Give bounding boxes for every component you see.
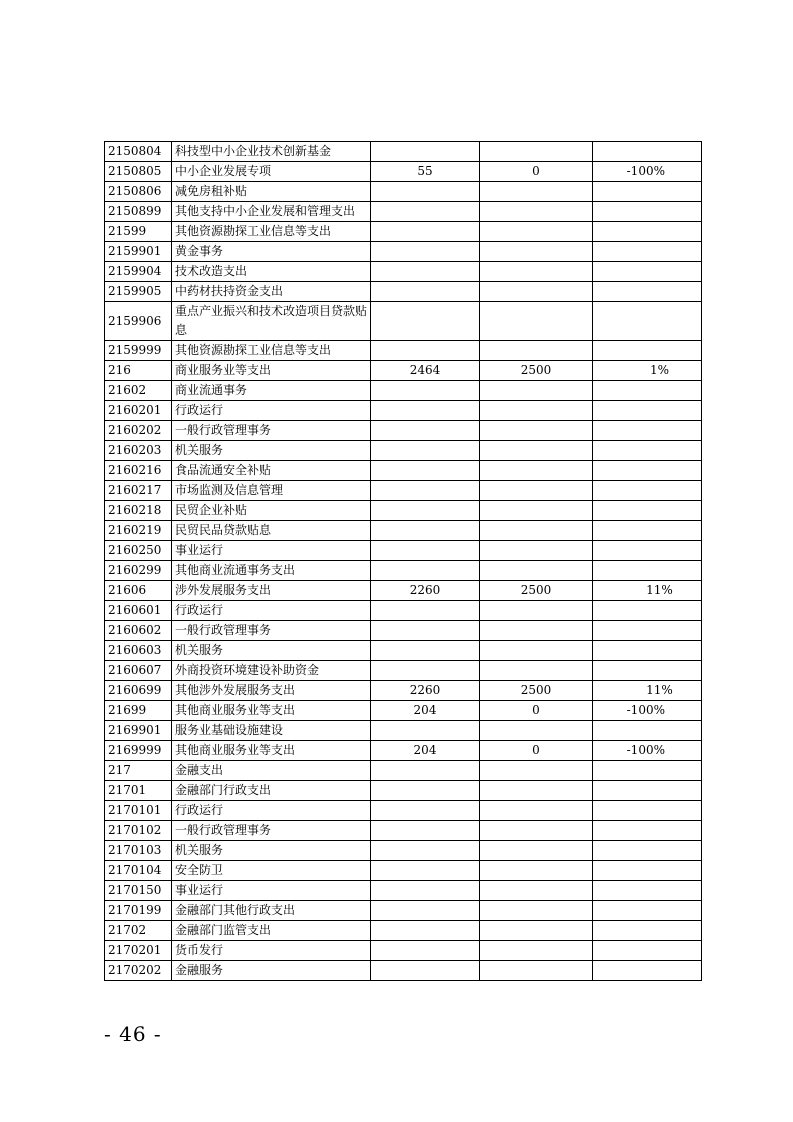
value-2020-cell bbox=[480, 621, 593, 641]
value-2020-cell bbox=[480, 421, 593, 441]
change-pct-cell bbox=[593, 381, 702, 401]
code-cell: 2160217 bbox=[105, 481, 172, 501]
value-2019-cell bbox=[371, 341, 480, 361]
change-pct-cell bbox=[593, 441, 702, 461]
table-body bbox=[105, 142, 702, 981]
value-2020-cell bbox=[480, 761, 593, 781]
code-cell: 2170199 bbox=[105, 901, 172, 921]
change-pct-cell bbox=[593, 521, 702, 541]
table-row bbox=[105, 162, 702, 182]
change-pct-cell bbox=[593, 401, 702, 421]
value-2019-cell bbox=[371, 262, 480, 282]
value-2019-cell bbox=[371, 781, 480, 801]
value-2020-cell bbox=[480, 941, 593, 961]
value-2019-cell bbox=[371, 501, 480, 521]
value-2020-cell bbox=[480, 481, 593, 501]
code-cell: 2159999 bbox=[105, 341, 172, 361]
name-cell: 行政运行 bbox=[172, 801, 371, 821]
code-cell: 2169901 bbox=[105, 721, 172, 741]
table-row bbox=[105, 202, 702, 222]
value-2019-cell bbox=[371, 541, 480, 561]
value-2019-cell: 2260 bbox=[371, 681, 480, 701]
value-2019-cell bbox=[371, 421, 480, 441]
code-cell: 2160602 bbox=[105, 621, 172, 641]
name-cell: 其他资源勘探工业信息等支出 bbox=[172, 341, 371, 361]
name-cell: 黄金事务 bbox=[172, 242, 371, 262]
code-cell: 217 bbox=[105, 761, 172, 781]
code-cell: 2170102 bbox=[105, 821, 172, 841]
table-row bbox=[105, 401, 702, 421]
table-row bbox=[105, 801, 702, 821]
name-cell: 重点产业振兴和技术改造项目贷款贴息 bbox=[172, 302, 371, 341]
table-row bbox=[105, 222, 702, 242]
code-cell: 2159904 bbox=[105, 262, 172, 282]
table-row bbox=[105, 781, 702, 801]
name-cell: 机关服务 bbox=[172, 441, 371, 461]
value-2020-cell: 2500 bbox=[480, 361, 593, 381]
code-cell: 216 bbox=[105, 361, 172, 381]
value-2020-cell bbox=[480, 461, 593, 481]
code-cell: 2159906 bbox=[105, 302, 172, 341]
table-row bbox=[105, 441, 702, 461]
change-pct-cell bbox=[593, 781, 702, 801]
name-cell: 行政运行 bbox=[172, 601, 371, 621]
code-cell: 2160202 bbox=[105, 421, 172, 441]
value-2020-cell bbox=[480, 901, 593, 921]
value-2020-cell bbox=[480, 501, 593, 521]
code-cell: 2170202 bbox=[105, 961, 172, 981]
value-2020-cell: 0 bbox=[480, 162, 593, 182]
change-pct-cell bbox=[593, 641, 702, 661]
table-row bbox=[105, 262, 702, 282]
name-cell: 民贸企业补贴 bbox=[172, 501, 371, 521]
name-cell: 一般行政管理事务 bbox=[172, 821, 371, 841]
table-row bbox=[105, 641, 702, 661]
change-pct-cell bbox=[593, 861, 702, 881]
code-cell: 21606 bbox=[105, 581, 172, 601]
table-row bbox=[105, 841, 702, 861]
value-2019-cell: 204 bbox=[371, 701, 480, 721]
change-pct-cell bbox=[593, 661, 702, 681]
change-pct-cell bbox=[593, 961, 702, 981]
name-cell: 金融服务 bbox=[172, 961, 371, 981]
code-cell: 2160603 bbox=[105, 641, 172, 661]
value-2020-cell bbox=[480, 721, 593, 741]
page-number: - 46 - bbox=[104, 1022, 162, 1046]
table-row bbox=[105, 381, 702, 401]
name-cell: 科技型中小企业技术创新基金 bbox=[172, 142, 371, 162]
change-pct-cell bbox=[593, 461, 702, 481]
table-row bbox=[105, 601, 702, 621]
table-row bbox=[105, 761, 702, 781]
name-cell: 其他商业服务业等支出 bbox=[172, 701, 371, 721]
change-pct-cell bbox=[593, 721, 702, 741]
code-cell: 2170101 bbox=[105, 801, 172, 821]
value-2020-cell bbox=[480, 142, 593, 162]
value-2019-cell bbox=[371, 621, 480, 641]
change-pct-cell: -100% bbox=[593, 741, 702, 761]
value-2019-cell: 2260 bbox=[371, 581, 480, 601]
table-row bbox=[105, 661, 702, 681]
value-2019-cell bbox=[371, 461, 480, 481]
table-row bbox=[105, 561, 702, 581]
value-2020-cell bbox=[480, 661, 593, 681]
value-2020-cell bbox=[480, 302, 593, 341]
change-pct-cell bbox=[593, 601, 702, 621]
value-2019-cell bbox=[371, 861, 480, 881]
value-2019-cell bbox=[371, 242, 480, 262]
change-pct-cell bbox=[593, 421, 702, 441]
value-2019-cell bbox=[371, 441, 480, 461]
table-row bbox=[105, 821, 702, 841]
code-cell: 2170150 bbox=[105, 881, 172, 901]
value-2020-cell: 2500 bbox=[480, 681, 593, 701]
value-2020-cell bbox=[480, 861, 593, 881]
change-pct-cell bbox=[593, 761, 702, 781]
value-2019-cell: 55 bbox=[371, 162, 480, 182]
value-2019-cell bbox=[371, 601, 480, 621]
code-cell: 2160699 bbox=[105, 681, 172, 701]
name-cell: 金融支出 bbox=[172, 761, 371, 781]
table-row bbox=[105, 881, 702, 901]
name-cell: 减免房租补贴 bbox=[172, 182, 371, 202]
code-cell: 2150804 bbox=[105, 142, 172, 162]
value-2019-cell bbox=[371, 721, 480, 741]
value-2019-cell bbox=[371, 481, 480, 501]
change-pct-cell bbox=[593, 921, 702, 941]
name-cell: 外商投资环境建设补助资金 bbox=[172, 661, 371, 681]
table-row bbox=[105, 681, 702, 701]
table-row bbox=[105, 721, 702, 741]
value-2020-cell bbox=[480, 262, 593, 282]
name-cell: 事业运行 bbox=[172, 541, 371, 561]
table-row bbox=[105, 481, 702, 501]
name-cell: 商业流通事务 bbox=[172, 381, 371, 401]
change-pct-cell bbox=[593, 841, 702, 861]
value-2020-cell bbox=[480, 282, 593, 302]
name-cell: 一般行政管理事务 bbox=[172, 421, 371, 441]
value-2019-cell bbox=[371, 661, 480, 681]
code-cell: 2170103 bbox=[105, 841, 172, 861]
value-2019-cell bbox=[371, 641, 480, 661]
code-cell: 21701 bbox=[105, 781, 172, 801]
name-cell: 服务业基础设施建设 bbox=[172, 721, 371, 741]
change-pct-cell: -100% bbox=[593, 701, 702, 721]
name-cell: 其他支持中小企业发展和管理支出 bbox=[172, 202, 371, 222]
value-2020-cell bbox=[480, 202, 593, 222]
change-pct-cell bbox=[593, 481, 702, 501]
value-2020-cell bbox=[480, 222, 593, 242]
value-2019-cell bbox=[371, 381, 480, 401]
table-row bbox=[105, 361, 702, 381]
table-row bbox=[105, 421, 702, 441]
value-2019-cell bbox=[371, 761, 480, 781]
code-cell: 2150899 bbox=[105, 202, 172, 222]
value-2019-cell bbox=[371, 901, 480, 921]
name-cell: 行政运行 bbox=[172, 401, 371, 421]
value-2020-cell bbox=[480, 401, 593, 421]
change-pct-cell bbox=[593, 142, 702, 162]
value-2020-cell bbox=[480, 641, 593, 661]
table-row bbox=[105, 521, 702, 541]
value-2019-cell bbox=[371, 561, 480, 581]
code-cell: 21702 bbox=[105, 921, 172, 941]
name-cell: 金融部门监管支出 bbox=[172, 921, 371, 941]
table-row bbox=[105, 941, 702, 961]
table-row bbox=[105, 302, 702, 341]
table-row bbox=[105, 541, 702, 561]
value-2019-cell bbox=[371, 921, 480, 941]
value-2019-cell bbox=[371, 182, 480, 202]
change-pct-cell bbox=[593, 242, 702, 262]
value-2020-cell bbox=[480, 341, 593, 361]
change-pct-cell bbox=[593, 202, 702, 222]
change-pct-cell bbox=[593, 881, 702, 901]
name-cell: 金融部门其他行政支出 bbox=[172, 901, 371, 921]
value-2020-cell bbox=[480, 801, 593, 821]
code-cell: 21599 bbox=[105, 222, 172, 242]
code-cell: 2160601 bbox=[105, 601, 172, 621]
code-cell: 2170201 bbox=[105, 941, 172, 961]
code-cell: 2170104 bbox=[105, 861, 172, 881]
name-cell: 安全防卫 bbox=[172, 861, 371, 881]
value-2020-cell bbox=[480, 881, 593, 901]
name-cell: 民贸民品贷款贴息 bbox=[172, 521, 371, 541]
change-pct-cell bbox=[593, 821, 702, 841]
value-2019-cell bbox=[371, 142, 480, 162]
change-pct-cell bbox=[593, 262, 702, 282]
code-cell: 2160218 bbox=[105, 501, 172, 521]
change-pct-cell bbox=[593, 282, 702, 302]
value-2019-cell bbox=[371, 821, 480, 841]
code-cell: 21602 bbox=[105, 381, 172, 401]
change-pct-cell: -100% bbox=[593, 162, 702, 182]
change-pct-cell bbox=[593, 941, 702, 961]
name-cell: 中药材扶持资金支出 bbox=[172, 282, 371, 302]
name-cell: 食品流通安全补贴 bbox=[172, 461, 371, 481]
code-cell: 2160607 bbox=[105, 661, 172, 681]
value-2020-cell: 0 bbox=[480, 741, 593, 761]
code-cell: 2150806 bbox=[105, 182, 172, 202]
table-row bbox=[105, 701, 702, 721]
value-2019-cell bbox=[371, 222, 480, 242]
name-cell: 事业运行 bbox=[172, 881, 371, 901]
code-cell: 2150805 bbox=[105, 162, 172, 182]
change-pct-cell bbox=[593, 341, 702, 361]
table-row bbox=[105, 461, 702, 481]
name-cell: 商业服务业等支出 bbox=[172, 361, 371, 381]
value-2019-cell bbox=[371, 202, 480, 222]
name-cell: 其他资源勘探工业信息等支出 bbox=[172, 222, 371, 242]
table-row bbox=[105, 741, 702, 761]
name-cell: 货币发行 bbox=[172, 941, 371, 961]
value-2019-cell bbox=[371, 841, 480, 861]
value-2019-cell: 2464 bbox=[371, 361, 480, 381]
code-cell: 2160299 bbox=[105, 561, 172, 581]
change-pct-cell bbox=[593, 541, 702, 561]
table-row bbox=[105, 282, 702, 302]
name-cell: 中小企业发展专项 bbox=[172, 162, 371, 182]
change-pct-cell bbox=[593, 621, 702, 641]
value-2020-cell bbox=[480, 242, 593, 262]
value-2020-cell bbox=[480, 381, 593, 401]
value-2020-cell bbox=[480, 541, 593, 561]
table-row bbox=[105, 961, 702, 981]
value-2020-cell bbox=[480, 921, 593, 941]
value-2019-cell bbox=[371, 961, 480, 981]
value-2020-cell: 0 bbox=[480, 701, 593, 721]
name-cell: 其他商业服务业等支出 bbox=[172, 741, 371, 761]
value-2019-cell bbox=[371, 521, 480, 541]
name-cell: 其他商业流通事务支出 bbox=[172, 561, 371, 581]
code-cell: 2169999 bbox=[105, 741, 172, 761]
code-cell: 21699 bbox=[105, 701, 172, 721]
name-cell: 其他涉外发展服务支出 bbox=[172, 681, 371, 701]
table-row bbox=[105, 861, 702, 881]
value-2020-cell bbox=[480, 561, 593, 581]
value-2019-cell bbox=[371, 282, 480, 302]
value-2020-cell bbox=[480, 841, 593, 861]
table-row bbox=[105, 182, 702, 202]
code-cell: 2160219 bbox=[105, 521, 172, 541]
value-2020-cell bbox=[480, 821, 593, 841]
change-pct-cell bbox=[593, 222, 702, 242]
change-pct-cell bbox=[593, 302, 702, 341]
table-row bbox=[105, 341, 702, 361]
value-2019-cell: 204 bbox=[371, 741, 480, 761]
change-pct-cell: 11% bbox=[593, 581, 702, 601]
value-2020-cell bbox=[480, 781, 593, 801]
value-2019-cell bbox=[371, 881, 480, 901]
change-pct-cell bbox=[593, 561, 702, 581]
change-pct-cell bbox=[593, 901, 702, 921]
code-cell: 2160216 bbox=[105, 461, 172, 481]
value-2020-cell bbox=[480, 961, 593, 981]
code-cell: 2160201 bbox=[105, 401, 172, 421]
table-row bbox=[105, 621, 702, 641]
code-cell: 2160203 bbox=[105, 441, 172, 461]
change-pct-cell bbox=[593, 501, 702, 521]
name-cell: 机关服务 bbox=[172, 641, 371, 661]
table-row bbox=[105, 501, 702, 521]
value-2020-cell bbox=[480, 521, 593, 541]
value-2020-cell: 2500 bbox=[480, 581, 593, 601]
table-row bbox=[105, 901, 702, 921]
change-pct-cell: 1% bbox=[593, 361, 702, 381]
name-cell: 涉外发展服务支出 bbox=[172, 581, 371, 601]
code-cell: 2159901 bbox=[105, 242, 172, 262]
code-cell: 2160250 bbox=[105, 541, 172, 561]
name-cell: 机关服务 bbox=[172, 841, 371, 861]
change-pct-cell bbox=[593, 801, 702, 821]
change-pct-cell bbox=[593, 182, 702, 202]
value-2019-cell bbox=[371, 941, 480, 961]
table-row bbox=[105, 921, 702, 941]
table-row bbox=[105, 581, 702, 601]
value-2019-cell bbox=[371, 801, 480, 821]
code-cell: 2159905 bbox=[105, 282, 172, 302]
value-2020-cell bbox=[480, 441, 593, 461]
value-2019-cell bbox=[371, 302, 480, 341]
budget-table bbox=[104, 141, 702, 981]
value-2020-cell bbox=[480, 182, 593, 202]
name-cell: 金融部门行政支出 bbox=[172, 781, 371, 801]
name-cell: 市场监测及信息管理 bbox=[172, 481, 371, 501]
table-row bbox=[105, 242, 702, 262]
table-row bbox=[105, 142, 702, 162]
name-cell: 技术改造支出 bbox=[172, 262, 371, 282]
name-cell: 一般行政管理事务 bbox=[172, 621, 371, 641]
value-2020-cell bbox=[480, 601, 593, 621]
change-pct-cell: 11% bbox=[593, 681, 702, 701]
value-2019-cell bbox=[371, 401, 480, 421]
